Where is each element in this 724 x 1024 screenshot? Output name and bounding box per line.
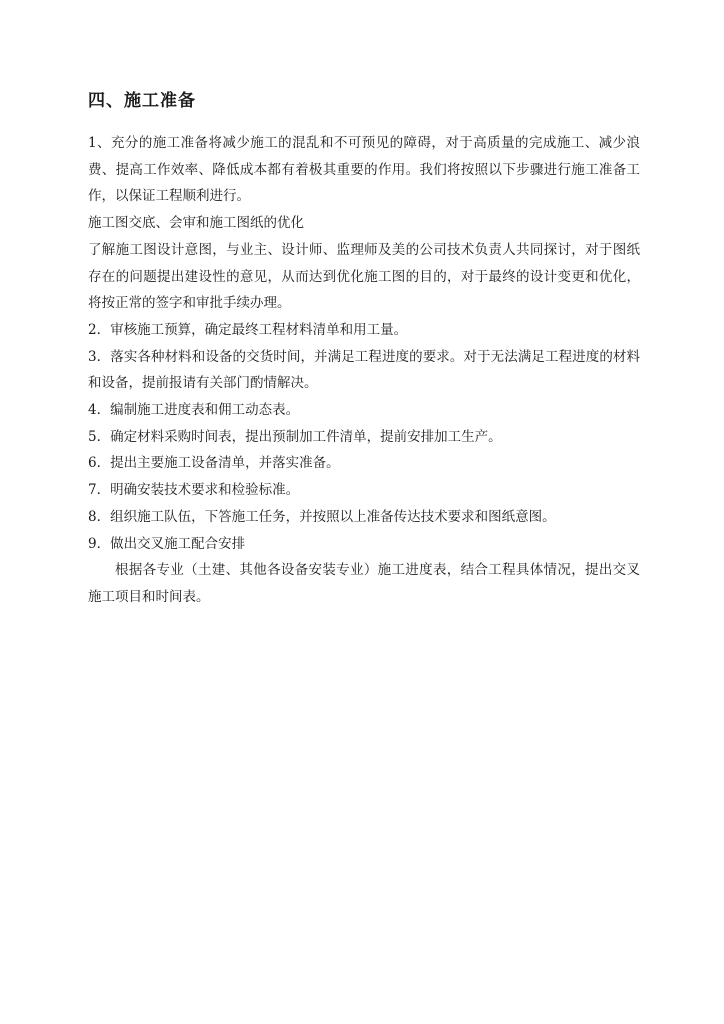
list-item-5: 5．确定材料采购时间表，提出预制加工件清单，提前安排加工生产。 [88,428,502,445]
paragraph-subheading: 施工图交底、会审和施工图纸的优化 [88,215,304,232]
list-item-8: 8．组织施工队伍，下答施工任务，并按照以上准备传达技术要求和图纸意图。 [88,508,556,525]
list-item-4: 4．编制施工进度表和佣工动态表。 [88,402,300,419]
list-item-2: 2．审核施工预算，确定最终工程材料清单和用工量。 [88,321,408,338]
list-item-9: 9．做出交叉施工配合安排 [88,535,246,552]
section-heading: 四、施工准备 [88,91,196,111]
section-body [88,130,640,611]
list-item-7: 7．明确安装技术要求和检验标准。 [88,482,300,499]
paragraph-drawing-review: 了解施工图设计意图，与业主、设计师、监理师及美的公司技术负责人共同探讨，对于图纸存在的问题提出建设性的意见，从而达到优化施工图的目的，对于最终的设计变更和优化，将按正常的签字和审批手续办理。 [88,241,640,312]
list-item-3: 3．落实各种材料和设备的交货时间，并满足工程进度的要求。对于无法满足工程进度的材料和设备，提前报请有关部门酌情解决。 [88,348,640,392]
paragraph-cross-construction: 根据各专业（土建、其他各设备安装专业）施工进度表，结合工程具体情况，提出交叉施工项目和时间表。 [88,562,640,605]
paragraph-intro: 1、充分的施工准备将减少施工的混乱和不可预见的障碍，对于高质量的完成施工、减少浪费、提高工作效率、降低成本都有着极其重要的作用。我们将按照以下步骤进行施工准备工作，以保证工程顺利进行。 [88,135,640,205]
list-item-6: 6．提出主要施工设备清单，并落实准备。 [88,455,340,472]
